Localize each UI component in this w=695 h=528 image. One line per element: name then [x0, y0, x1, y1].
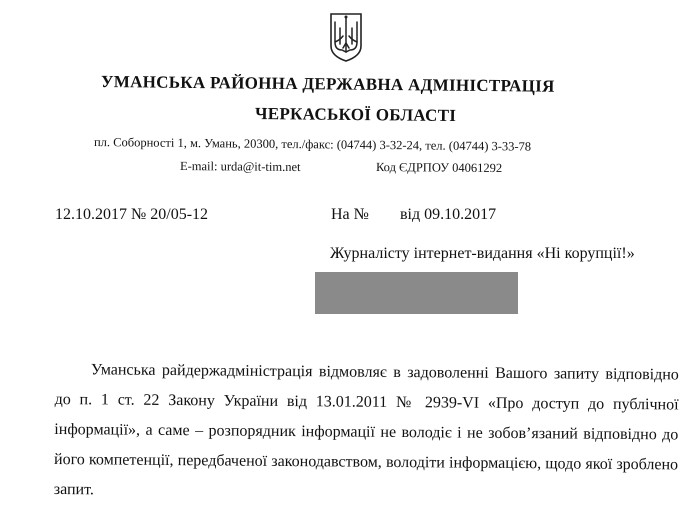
letter-body-paragraph: Уманська райдержадміністрація відмовляє в задоволенні Вашого запиту відповідно до п. 1 ст. 22 Закону України від 13.01.2011 № 2939-VI «Про доступ до публічної інформації», а саме – розпорядник інформації не володіє і не зобов’язаний відповідно до його компетенції, передбаченої законодавством, володіти інформацією, щодо якої зроблено запит. [53, 361, 679, 499]
recipient-line: Журналісту інтернет-видання «Ні корупції!» [330, 245, 635, 262]
outgoing-reg-number: 12.10.2017 № 20/05-12 [55, 206, 209, 223]
trident-emblem-icon [329, 12, 363, 62]
org-email: E-mail: urda@it-tim.net [179, 159, 301, 175]
org-edrpou-code: Код ЄДРПОУ 04061292 [375, 160, 503, 176]
org-name-line2: ЧЕРКАСЬКОЇ ОБЛАСТІ [254, 104, 457, 126]
org-name-line1: УМАНСЬКА РАЙОННА ДЕРЖАВНА АДМІНІСТРАЦІЯ [100, 72, 555, 96]
redaction-block [315, 272, 518, 314]
incoming-reg-date: від 09.10.2017 [400, 206, 497, 223]
incoming-reg-prefix: На № [331, 206, 369, 223]
org-address: пл. Соборності 1, м. Умань, 20300, тел./факс: (04744) 3-32-24, тел. (04744) 3-33-78 [93, 135, 532, 154]
